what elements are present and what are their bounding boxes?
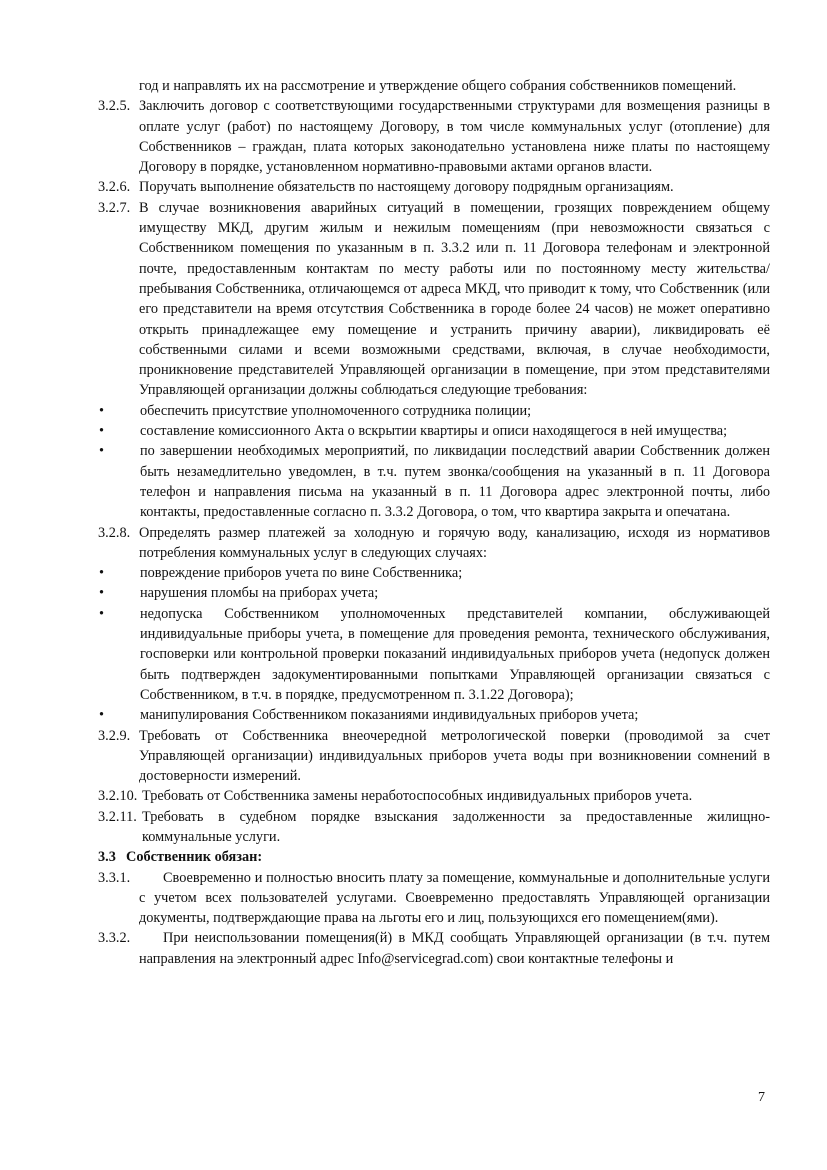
section-number: 3.3: [98, 849, 116, 866]
paragraph-continuation: год и направлять их на рассмотрение и утверждение общего собрания собственников помещений.: [139, 78, 737, 94]
clause-text: Своевременно и полностью вносить плату за помещение, коммунальные и дополнительные услуги с учетом всех пользователей услугами. Своевременно предоставлять Управляющей организации документы, подтверждающие права на льготы его и лиц, пользующихся его помещением(ями).: [139, 869, 770, 927]
clause-number: 3.2.9.: [98, 727, 131, 744]
bullet-item: [98, 421, 770, 441]
bullet-item: [98, 441, 770, 522]
clause-number: 3.2.8.: [98, 524, 131, 541]
clause-3-2-5: [98, 96, 770, 177]
clause-3-3-1: [98, 868, 770, 929]
bullet-icon: •: [99, 707, 105, 724]
clause-text: Требовать от Собственника внеочередной метрологической поверки (проводимой за счет Управляющей организации) индивидуальных приборов учета воды при возникновении сомнений в достоверности измерений.: [139, 727, 770, 785]
clause-3-2-8: [98, 523, 770, 564]
clause-text: Определять размер платежей за холодную и горячую воду, канализацию, исходя из нормативов потребления коммунальных услуг в следующих случаях:: [139, 524, 770, 561]
bullet-item: [98, 705, 770, 725]
clause-text: Требовать в судебном порядке взыскания задолженности за предоставленные жилищно-коммунальные услуги.: [142, 808, 770, 845]
bullet-text: манипулирования Собственником показаниями индивидуальных приборов учета;: [140, 707, 639, 724]
page-number: 7: [758, 1090, 765, 1105]
bullet-item: [98, 401, 770, 421]
bullet-item: [98, 604, 770, 705]
bullet-icon: •: [99, 443, 105, 460]
section-heading-3-3: [98, 847, 770, 867]
clause-3-2-10: [98, 786, 770, 806]
clause-3-2-7: [98, 198, 770, 401]
clause-text: Требовать от Собственника замены неработоспособных индивидуальных приборов учета.: [142, 788, 693, 805]
bullet-text: нарушения пломбы на приборах учета;: [140, 585, 379, 602]
clause-number: 3.3.2.: [98, 930, 131, 947]
document-body: [98, 76, 770, 969]
bullet-icon: •: [99, 585, 105, 602]
clause-text: Заключить договор с соответствующими государственными структурами для возмещения разницы в оплате услуг (работ) по настоящему Договору, в том числе коммунальных услуг (отопление) для Собственников – граждан, плата которых законодательно установлена ниже платы по настоящему Договору в порядке, установленном нормативно-правовыми актами органов власти.: [139, 98, 770, 176]
bullet-text: недопуска Собственником уполномоченных представителей компании, обслуживающей индивидуальные приборы учета, в помещение для проведения ремонта, технического обслуживания, госповерки или контрольной проверки показаний индивидуальных приборов учета (недопуск должен быть подтвержден задокументированными попытками Управляющей организации связаться с Собственником, в т.ч. в порядке, предусмотренном п. 3.1.22 Договора);: [140, 605, 770, 703]
bullet-text: обеспечить присутствие уполномоченного сотрудника полиции;: [140, 402, 532, 419]
clause-number: 3.2.7.: [98, 199, 131, 216]
clause-3-2-9: [98, 726, 770, 787]
clause-3-2-6: [98, 177, 770, 197]
bullet-item: [98, 563, 770, 583]
bullet-icon: •: [99, 565, 105, 582]
clause-number: 3.2.5.: [98, 98, 131, 115]
bullet-icon: •: [99, 605, 105, 622]
clause-3-3-2: [98, 928, 770, 969]
bullet-text: повреждение приборов учета по вине Собственника;: [140, 565, 463, 582]
clause-text: При неиспользовании помещения(й) в МКД сообщать Управляющей организации (в т.ч. путем направления на электронный адрес Info@servicegrad.com) свои контактные телефоны и: [139, 930, 770, 967]
clause-number: 3.2.11.: [98, 808, 137, 825]
bullet-text: по завершении необходимых мероприятий, по ликвидации последствий аварии Собственник должен быть незамедлительно уведомлен, в т.ч. путем звонка/сообщения на указанный в п. 11 Договора телефон и направления письма на указанный в п. 11 Договора адрес электронной почты, либо контакты, предоставленные согласно п. 3.3.2 Договора, о том, что квартира закрыта и опечатана.: [140, 443, 770, 521]
bullet-icon: •: [99, 402, 105, 419]
clause-text: В случае возникновения аварийных ситуаций в помещении, грозящих повреждением общему имуществу МКД, другим жилым и нежилым помещениям (при невозможности связаться с Собственником помещения по указанным в п. 3.3.2 или п. 11 Договора телефонам и электронной почте, предоставленным контактам по месту работы или по постоянному месту жительства/пребывания Собственника, отличающемся от адреса МКД, что приводит к тому, что Собственник (или его представители на время отсутствия Собственника в городе более 24 часов) не может оперативно открыть принадлежащее ему помещение и устранить причину аварии), ликвидировать её собственными силами и всеми возможными средствами, включая, в случае необходимости, проникновение представителей Управляющей организации в помещение, при этом представителями Управляющей организации должны соблюдаться следующие требования:: [139, 199, 770, 399]
section-title: Собственник обязан:: [126, 849, 263, 866]
clause-number: 3.3.1.: [98, 869, 131, 886]
clause-number: 3.2.6.: [98, 179, 131, 196]
clause-text: Поручать выполнение обязательств по настоящему договору подрядным организациям.: [139, 179, 674, 196]
bullet-icon: •: [99, 423, 105, 440]
bullet-text: составление комиссионного Акта о вскрытии квартиры и описи находящегося в ней имущества;: [140, 423, 728, 440]
bullet-item: [98, 583, 770, 603]
clause-number: 3.2.10.: [98, 788, 138, 805]
clause-3-2-11: [98, 807, 770, 848]
